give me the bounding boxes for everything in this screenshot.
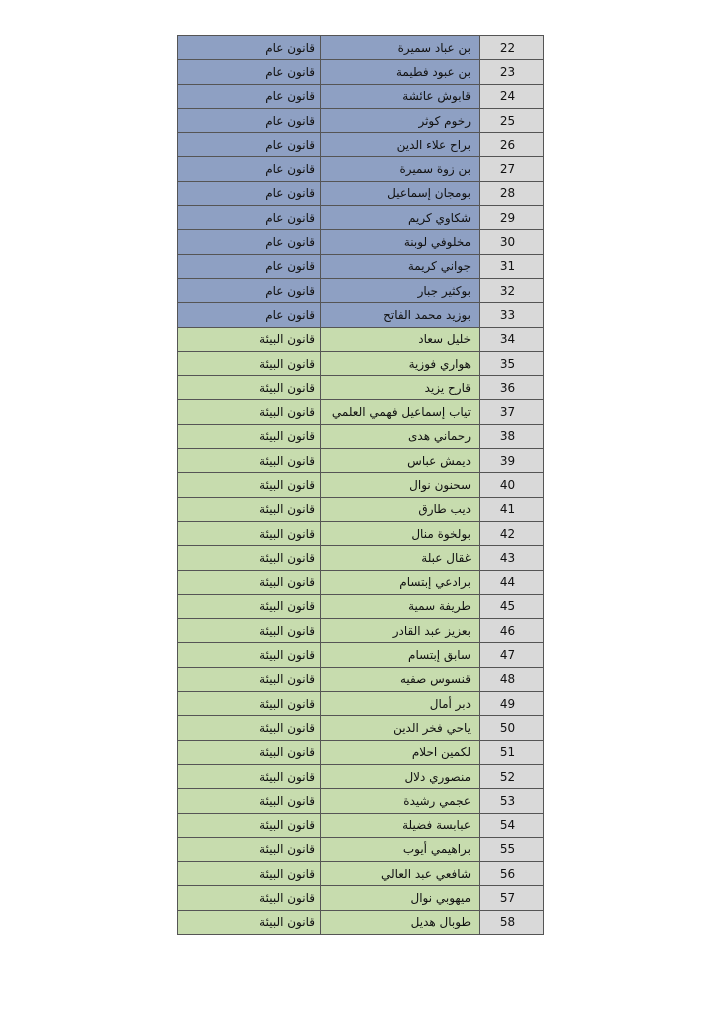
number-cell: 38 — [480, 424, 544, 448]
number-cell: 41 — [480, 497, 544, 521]
law-cell: قانون البيئة — [178, 570, 321, 594]
name-cell: رخوم كوثر — [321, 108, 480, 132]
table-row — [178, 351, 544, 375]
number-cell: 49 — [480, 692, 544, 716]
table-row — [178, 594, 544, 618]
law-cell: قانون عام — [178, 230, 321, 254]
number-cell: 37 — [480, 400, 544, 424]
name-cell: براهيمي أيوب — [321, 837, 480, 861]
table-row — [178, 789, 544, 813]
table-row — [178, 692, 544, 716]
number-cell: 55 — [480, 837, 544, 861]
table-row — [178, 449, 544, 473]
number-cell: 30 — [480, 230, 544, 254]
table-row — [178, 643, 544, 667]
law-cell: قانون عام — [178, 108, 321, 132]
law-cell: قانون البيئة — [178, 546, 321, 570]
number-cell: 58 — [480, 910, 544, 934]
name-cell: بعزيز عبد القادر — [321, 619, 480, 643]
name-cell: رحماني هدى — [321, 424, 480, 448]
number-cell: 44 — [480, 570, 544, 594]
roster-body — [178, 36, 544, 935]
law-cell: قانون عام — [178, 36, 321, 60]
law-cell: قانون البيئة — [178, 424, 321, 448]
law-cell: قانون البيئة — [178, 910, 321, 934]
name-cell: تياب إسماعيل فهمي العلمي — [321, 400, 480, 424]
name-cell: طوبال هديل — [321, 910, 480, 934]
number-cell: 33 — [480, 303, 544, 327]
table-row — [178, 133, 544, 157]
law-cell: قانون البيئة — [178, 862, 321, 886]
number-cell: 51 — [480, 740, 544, 764]
table-row — [178, 84, 544, 108]
law-cell: قانون البيئة — [178, 594, 321, 618]
law-cell: قانون البيئة — [178, 327, 321, 351]
number-cell: 54 — [480, 813, 544, 837]
number-cell: 56 — [480, 862, 544, 886]
law-cell: قانون عام — [178, 181, 321, 205]
name-cell: سابق إبتسام — [321, 643, 480, 667]
table-row — [178, 521, 544, 545]
name-cell: بن عبود فطيمة — [321, 60, 480, 84]
table-row — [178, 473, 544, 497]
number-cell: 28 — [480, 181, 544, 205]
name-cell: عجمي رشيدة — [321, 789, 480, 813]
law-cell: قانون البيئة — [178, 837, 321, 861]
name-cell: بوكثير جبار — [321, 278, 480, 302]
number-cell: 39 — [480, 449, 544, 473]
table-row — [178, 424, 544, 448]
table-row — [178, 813, 544, 837]
table-row — [178, 157, 544, 181]
name-cell: شكاوي كريم — [321, 206, 480, 230]
number-cell: 50 — [480, 716, 544, 740]
table-row — [178, 497, 544, 521]
number-cell: 32 — [480, 278, 544, 302]
number-cell: 42 — [480, 521, 544, 545]
law-cell: قانون البيئة — [178, 740, 321, 764]
name-cell: خليل سعاد — [321, 327, 480, 351]
table-row — [178, 303, 544, 327]
number-cell: 53 — [480, 789, 544, 813]
table-row — [178, 230, 544, 254]
law-cell: قانون عام — [178, 254, 321, 278]
number-cell: 43 — [480, 546, 544, 570]
number-cell: 24 — [480, 84, 544, 108]
name-cell: بومجان إسماعيل — [321, 181, 480, 205]
law-cell: قانون عام — [178, 84, 321, 108]
name-cell: جواني كريمة — [321, 254, 480, 278]
table-row — [178, 254, 544, 278]
law-cell: قانون البيئة — [178, 643, 321, 667]
name-cell: قنسوس صفيه — [321, 667, 480, 691]
name-cell: برادعي إبتسام — [321, 570, 480, 594]
name-cell: ديب طارق — [321, 497, 480, 521]
table-row — [178, 181, 544, 205]
name-cell: دبر أمال — [321, 692, 480, 716]
table-row — [178, 667, 544, 691]
table-row — [178, 278, 544, 302]
student-roster-table — [177, 35, 544, 935]
table-row — [178, 862, 544, 886]
name-cell: غقال عبلة — [321, 546, 480, 570]
number-cell: 25 — [480, 108, 544, 132]
number-cell: 36 — [480, 376, 544, 400]
law-cell: قانون البيئة — [178, 351, 321, 375]
law-cell: قانون البيئة — [178, 667, 321, 691]
law-cell: قانون البيئة — [178, 400, 321, 424]
name-cell: هواري فوزية — [321, 351, 480, 375]
number-cell: 57 — [480, 886, 544, 910]
name-cell: قارح يزيد — [321, 376, 480, 400]
table-row — [178, 740, 544, 764]
name-cell: شافعي عبد العالي — [321, 862, 480, 886]
name-cell: بوزيد محمد الفاتح — [321, 303, 480, 327]
name-cell: لكمين احلام — [321, 740, 480, 764]
number-cell: 26 — [480, 133, 544, 157]
law-cell: قانون عام — [178, 60, 321, 84]
number-cell: 31 — [480, 254, 544, 278]
number-cell: 45 — [480, 594, 544, 618]
number-cell: 46 — [480, 619, 544, 643]
law-cell: قانون البيئة — [178, 789, 321, 813]
name-cell: مخلوفي لوبنة — [321, 230, 480, 254]
table-row — [178, 716, 544, 740]
name-cell: ديمش عباس — [321, 449, 480, 473]
name-cell: ميهوبي نوال — [321, 886, 480, 910]
law-cell: قانون البيئة — [178, 716, 321, 740]
law-cell: قانون البيئة — [178, 521, 321, 545]
number-cell: 40 — [480, 473, 544, 497]
table-row — [178, 376, 544, 400]
name-cell: بولخوة منال — [321, 521, 480, 545]
law-cell: قانون البيئة — [178, 692, 321, 716]
law-cell: قانون البيئة — [178, 376, 321, 400]
number-cell: 48 — [480, 667, 544, 691]
table-row — [178, 36, 544, 60]
law-cell: قانون البيئة — [178, 813, 321, 837]
table-row — [178, 206, 544, 230]
table-row — [178, 910, 544, 934]
name-cell: براح علاء الدين — [321, 133, 480, 157]
number-cell: 29 — [480, 206, 544, 230]
name-cell: عبابسة فضيلة — [321, 813, 480, 837]
table-row — [178, 546, 544, 570]
number-cell: 35 — [480, 351, 544, 375]
number-cell: 52 — [480, 764, 544, 788]
number-cell: 23 — [480, 60, 544, 84]
name-cell: ياحي فخر الدين — [321, 716, 480, 740]
law-cell: قانون البيئة — [178, 473, 321, 497]
name-cell: بن عباد سميرة — [321, 36, 480, 60]
law-cell: قانون البيئة — [178, 497, 321, 521]
law-cell: قانون عام — [178, 206, 321, 230]
name-cell: سحنون نوال — [321, 473, 480, 497]
number-cell: 47 — [480, 643, 544, 667]
table-row — [178, 108, 544, 132]
name-cell: طريفة سمية — [321, 594, 480, 618]
table-row — [178, 570, 544, 594]
name-cell: بن زوة سميرة — [321, 157, 480, 181]
law-cell: قانون البيئة — [178, 764, 321, 788]
law-cell: قانون عام — [178, 157, 321, 181]
table-row — [178, 400, 544, 424]
table-row — [178, 619, 544, 643]
table-row — [178, 886, 544, 910]
table-row — [178, 327, 544, 351]
number-cell: 34 — [480, 327, 544, 351]
table-row — [178, 837, 544, 861]
table-row — [178, 764, 544, 788]
law-cell: قانون البيئة — [178, 449, 321, 473]
law-cell: قانون البيئة — [178, 886, 321, 910]
law-cell: قانون عام — [178, 303, 321, 327]
name-cell: قابوش عائشة — [321, 84, 480, 108]
law-cell: قانون عام — [178, 278, 321, 302]
table-row — [178, 60, 544, 84]
law-cell: قانون عام — [178, 133, 321, 157]
number-cell: 22 — [480, 36, 544, 60]
number-cell: 27 — [480, 157, 544, 181]
name-cell: منصوري دلال — [321, 764, 480, 788]
law-cell: قانون البيئة — [178, 619, 321, 643]
